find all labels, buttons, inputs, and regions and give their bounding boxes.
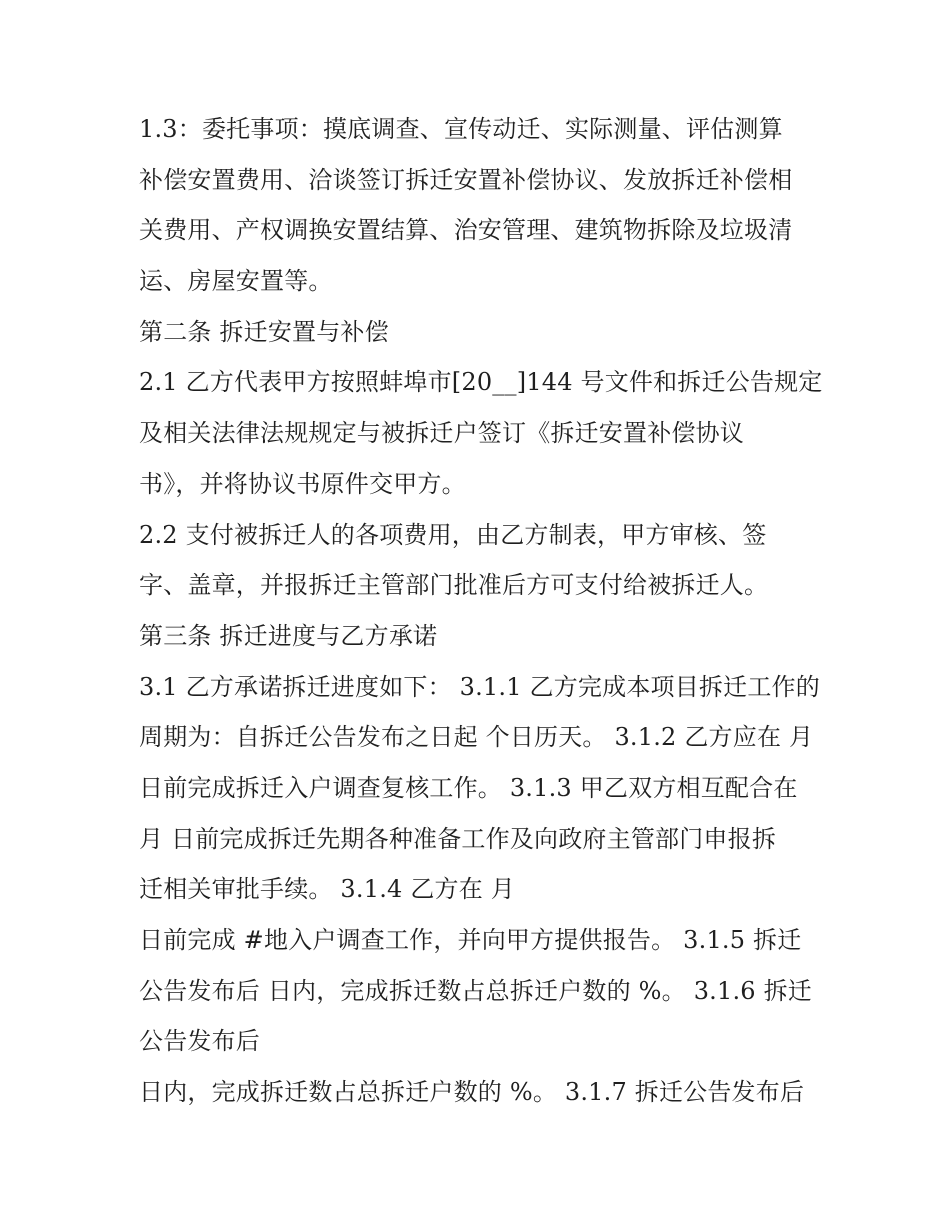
text-line: 字、盖章，并报拆迁主管部门批准后方可支付给被拆迁人。: [139, 571, 769, 600]
text-line: 公告发布后 日内，完成拆迁数占总拆迁户数的 %。 3.1.6 拆迁: [139, 976, 812, 1005]
text-line: 1.3：委托事项：摸底调查、宣传动迁、实际测量、评估测算: [139, 115, 783, 143]
text-line: 日前完成拆迁入户调查复核工作。 3.1.3 甲乙双方相互配合在: [139, 773, 798, 802]
section-heading: 第三条 拆迁进度与乙方承诺: [139, 621, 438, 650]
text-line: 关费用、产权调换安置结算、治安管理、建筑物拆除及垃圾清: [139, 216, 793, 245]
section-heading: 第二条 拆迁安置与补偿: [139, 317, 389, 346]
text-line: 2.2 支付被拆迁人的各项费用，由乙方制表，甲方审核、签: [139, 520, 767, 549]
text-line: 书》，并将协议书原件交甲方。: [139, 469, 466, 498]
text-line: 补偿安置费用、洽谈签订拆迁安置补偿协议、发放拆迁补偿相: [139, 165, 793, 194]
text-line: 日内，完成拆迁数占总拆迁户数的 %。 3.1.7 拆迁公告发布后: [139, 1078, 805, 1107]
text-line: 及相关法律法规规定与被拆迁户签订《拆迁安置补偿协议: [139, 419, 744, 448]
text-line: 迁相关审批手续。 3.1.4 乙方在 月: [139, 875, 515, 904]
document-body: [139, 104, 839, 1118]
text-line: 月 日前完成拆迁先期各种准备工作及向政府主管部门申报拆: [139, 824, 777, 853]
text-line: 运、房屋安置等。: [139, 267, 333, 296]
text-line: 3.1 乙方承诺拆迁进度如下： 3.1.1 乙方完成本项目拆迁工作的: [139, 672, 820, 701]
text-line: 日前完成 #地入户调查工作，并向甲方提供报告。 3.1.5 拆迁: [139, 926, 802, 954]
text-line: 周期为：自拆迁公告发布之日起 个日历天。 3.1.2 乙方应在 月: [139, 723, 814, 752]
text-line: 2.1 乙方代表甲方按照蚌埠市[20__]144 号文件和拆迁公告规定: [139, 368, 823, 397]
text-line: 公告发布后: [139, 1027, 260, 1056]
